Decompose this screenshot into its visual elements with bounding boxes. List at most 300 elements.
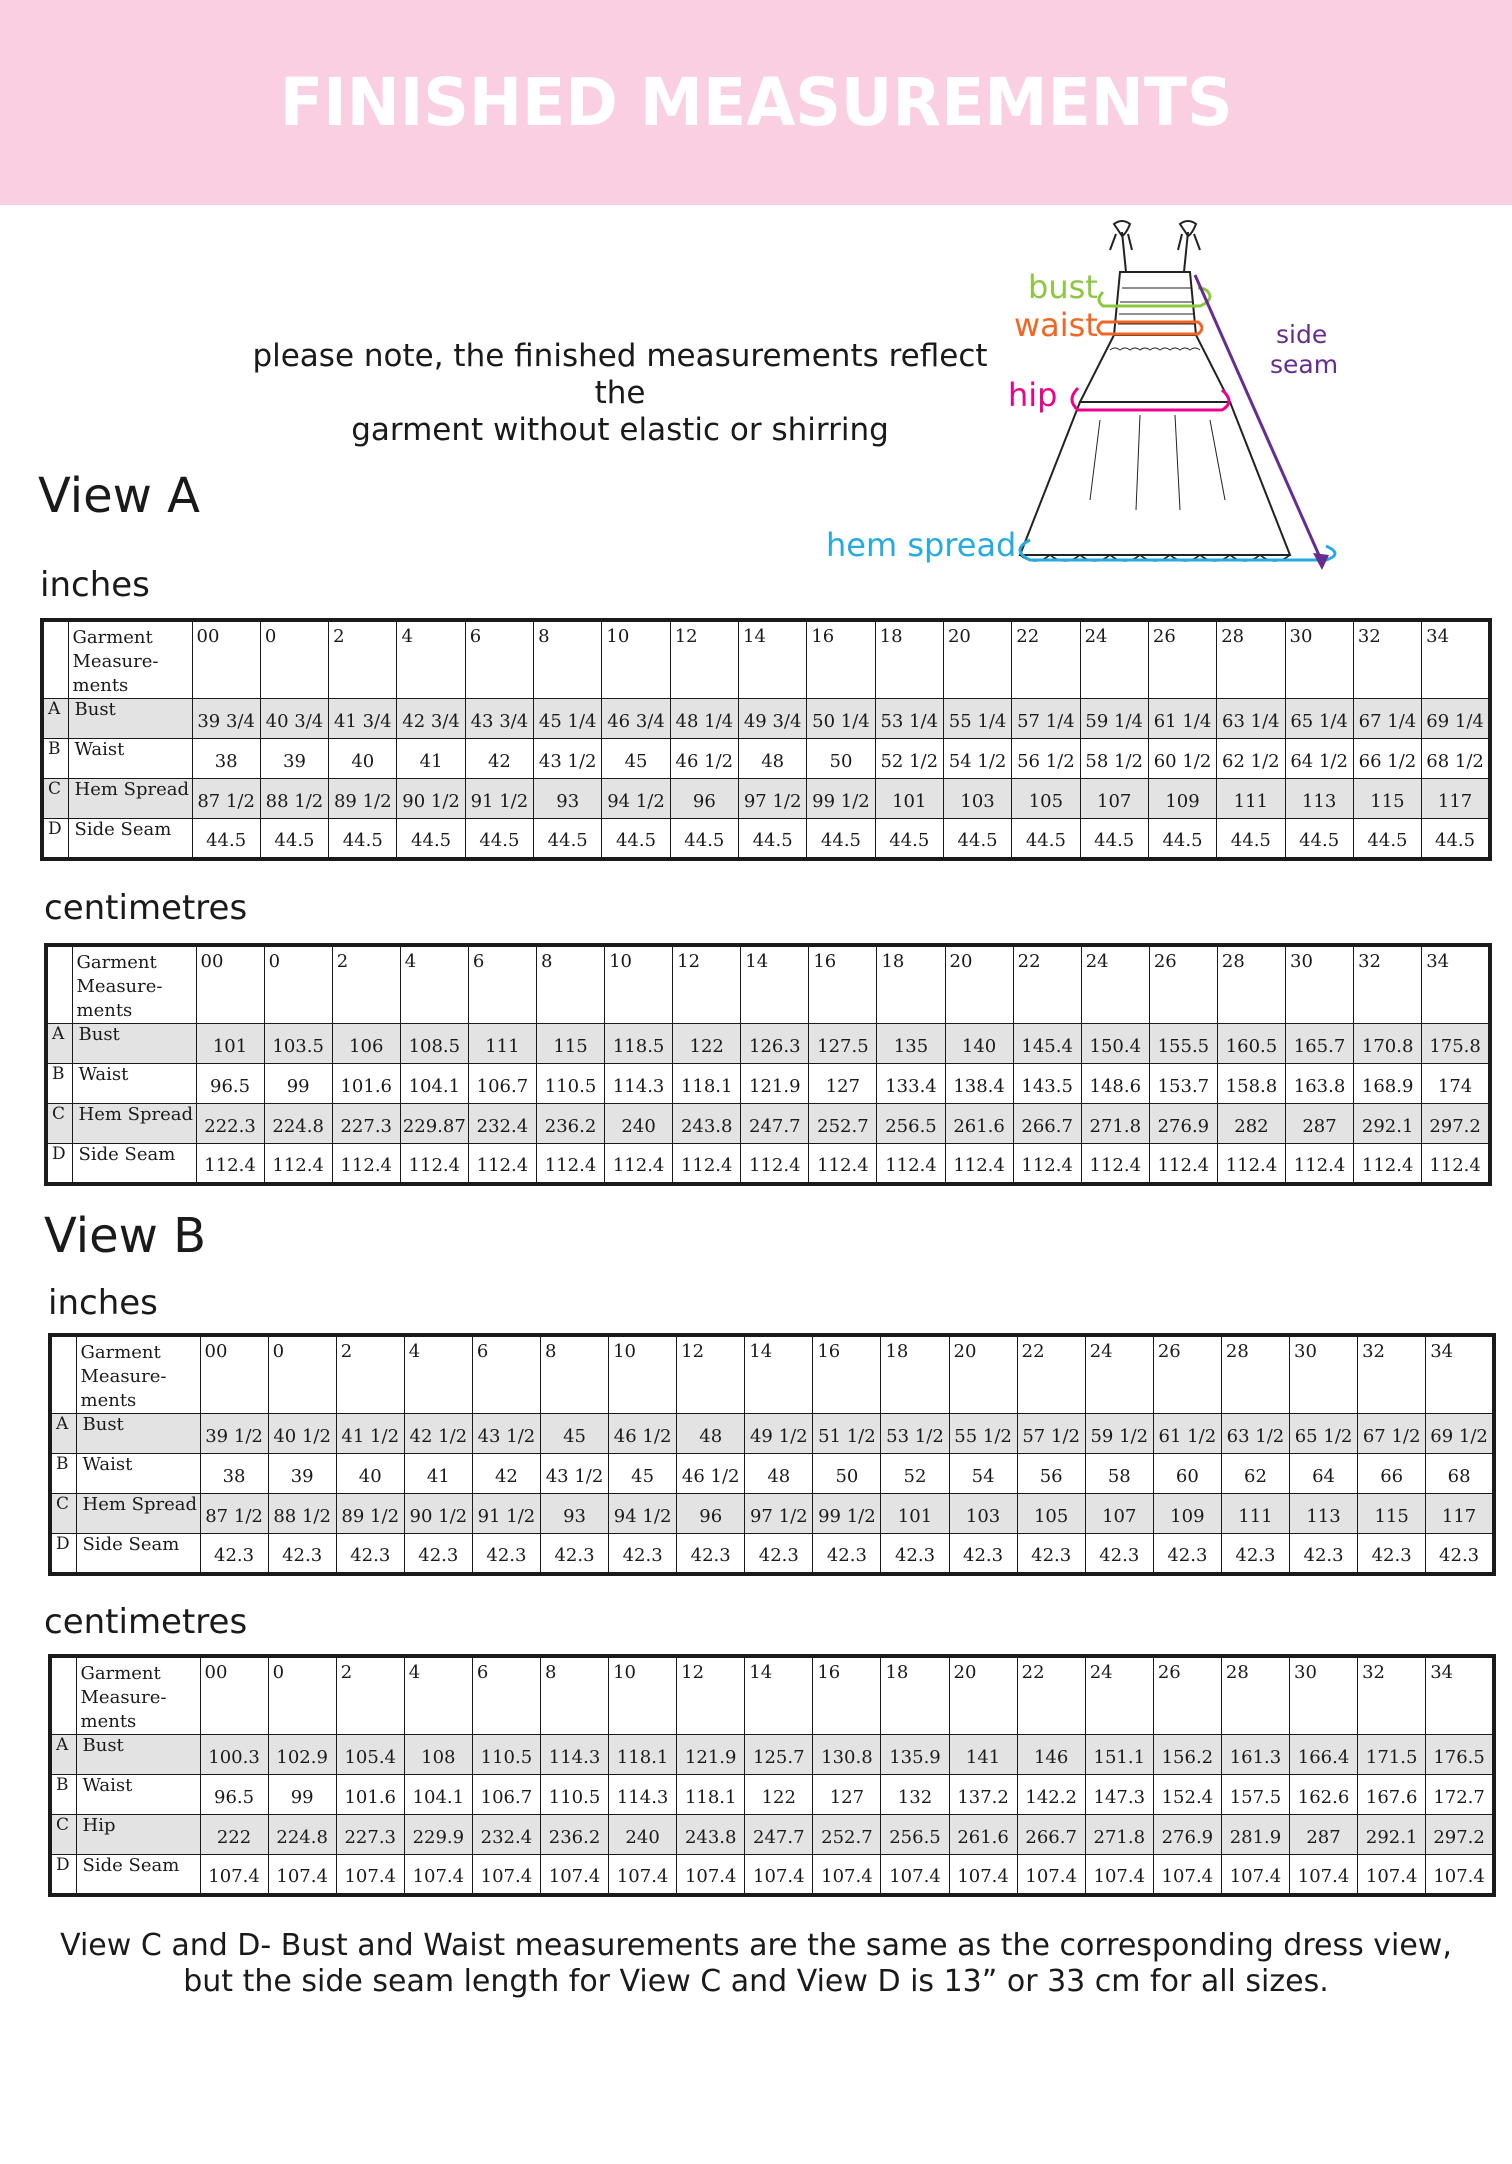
measurement-cell: 112.4 bbox=[605, 1144, 673, 1184]
table-row bbox=[50, 1534, 1494, 1574]
size-header: 26 bbox=[1148, 620, 1216, 699]
measurement-cell: 44.5 bbox=[534, 819, 602, 859]
footer-note bbox=[60, 1928, 1452, 2000]
seam-label: seam bbox=[1270, 350, 1339, 379]
size-header: 18 bbox=[875, 620, 943, 699]
measurement-cell: 103 bbox=[943, 779, 1011, 819]
measurement-cell: 102.9 bbox=[268, 1735, 336, 1775]
measurement-cell: 48 1/4 bbox=[670, 699, 738, 739]
measurement-cell: 43 3/4 bbox=[465, 699, 533, 739]
measurement-cell: 41 bbox=[404, 1454, 472, 1494]
measurement-cell: 42.3 bbox=[813, 1534, 881, 1574]
measurement-cell: 49 1/2 bbox=[745, 1414, 813, 1454]
measurement-cell: 152.4 bbox=[1153, 1775, 1221, 1815]
measurement-cell: 150.4 bbox=[1081, 1024, 1149, 1064]
measurement-cell: 46 1/2 bbox=[609, 1414, 677, 1454]
size-header: 6 bbox=[472, 1656, 540, 1735]
size-header: 8 bbox=[540, 1656, 608, 1735]
measurement-cell: 157.5 bbox=[1221, 1775, 1289, 1815]
measurement-cell: 292.1 bbox=[1358, 1815, 1426, 1855]
measurement-cell: 107.4 bbox=[949, 1855, 1017, 1895]
row-letter: D bbox=[42, 819, 68, 859]
size-header: 0 bbox=[268, 1656, 336, 1735]
measurement-cell: 227.3 bbox=[332, 1104, 400, 1144]
measurement-cell: 42 bbox=[465, 739, 533, 779]
size-header: 0 bbox=[260, 620, 328, 699]
measurement-cell: 114.3 bbox=[609, 1775, 677, 1815]
measurement-cell: 107 bbox=[1085, 1494, 1153, 1534]
measurement-cell: 90 1/2 bbox=[404, 1494, 472, 1534]
measurement-cell: 39 1/2 bbox=[200, 1414, 268, 1454]
size-header: 12 bbox=[677, 1335, 745, 1414]
measurement-cell: 229.87 bbox=[400, 1104, 468, 1144]
measurement-cell: 130.8 bbox=[813, 1735, 881, 1775]
measurement-cell: 58 bbox=[1085, 1454, 1153, 1494]
measurement-cell: 97 1/2 bbox=[739, 779, 807, 819]
measurement-cell: 104.1 bbox=[400, 1064, 468, 1104]
measurement-cell: 41 3/4 bbox=[329, 699, 397, 739]
measurement-cell: 88 1/2 bbox=[260, 779, 328, 819]
row-letter: A bbox=[50, 1735, 76, 1775]
measurement-cell: 44.5 bbox=[1285, 819, 1353, 859]
size-header: 8 bbox=[536, 945, 604, 1024]
measurement-cell: 112.4 bbox=[945, 1144, 1013, 1184]
corner-cell bbox=[42, 620, 68, 699]
table-header-row bbox=[50, 1335, 1494, 1414]
measurement-cell: 88 1/2 bbox=[268, 1494, 336, 1534]
measurement-cell: 112.4 bbox=[332, 1144, 400, 1184]
table-row bbox=[50, 1735, 1494, 1775]
measurement-cell: 93 bbox=[534, 779, 602, 819]
measurement-cell: 232.4 bbox=[468, 1104, 536, 1144]
size-header: 8 bbox=[534, 620, 602, 699]
measurement-cell: 243.8 bbox=[673, 1104, 741, 1144]
measurement-cell: 40 3/4 bbox=[260, 699, 328, 739]
measurement-cell: 112.4 bbox=[196, 1144, 264, 1184]
measurement-cell: 271.8 bbox=[1081, 1104, 1149, 1144]
size-header: 22 bbox=[1017, 1656, 1085, 1735]
measurement-cell: 67 1/4 bbox=[1353, 699, 1421, 739]
size-header: 22 bbox=[1013, 945, 1081, 1024]
measurement-cell: 38 bbox=[192, 739, 260, 779]
measurement-cell: 39 3/4 bbox=[192, 699, 260, 739]
footer-line-2: but the side seam length for View C and View D is 13” or 33 cm for all sizes. bbox=[183, 1964, 1329, 1999]
measurement-cell: 153.7 bbox=[1149, 1064, 1217, 1104]
measurement-cell: 162.6 bbox=[1290, 1775, 1358, 1815]
hem-spread-label: hem spread bbox=[826, 526, 1017, 564]
measurement-cell: 42.3 bbox=[200, 1534, 268, 1574]
measurement-cell: 42.3 bbox=[881, 1534, 949, 1574]
bust-label: bust bbox=[1028, 268, 1098, 306]
measurement-cell: 60 1/2 bbox=[1148, 739, 1216, 779]
measurement-cell: 106.7 bbox=[472, 1775, 540, 1815]
page-title: FINISHED MEASUREMENTS bbox=[279, 64, 1233, 141]
measurement-cell: 118.5 bbox=[605, 1024, 673, 1064]
measurement-cell: 222.3 bbox=[196, 1104, 264, 1144]
measurement-cell: 224.8 bbox=[268, 1815, 336, 1855]
size-header: 2 bbox=[336, 1335, 404, 1414]
measurement-cell: 101.6 bbox=[332, 1064, 400, 1104]
measurement-cell: 48 bbox=[745, 1454, 813, 1494]
row-label: Bust bbox=[76, 1414, 200, 1454]
size-header: 24 bbox=[1085, 1656, 1153, 1735]
size-header: 12 bbox=[673, 945, 741, 1024]
measurement-cell: 42.3 bbox=[1017, 1534, 1085, 1574]
side-seam-line bbox=[1195, 275, 1322, 562]
measurement-cell: 42.3 bbox=[268, 1534, 336, 1574]
measurement-cell: 42.3 bbox=[609, 1534, 677, 1574]
size-header: 00 bbox=[200, 1335, 268, 1414]
table-row bbox=[50, 1494, 1494, 1534]
measurement-cell: 62 1/2 bbox=[1217, 739, 1285, 779]
size-header: 34 bbox=[1426, 1335, 1494, 1414]
measurement-cell: 297.2 bbox=[1422, 1104, 1490, 1144]
note-line-2: garment without elastic or shirring bbox=[351, 412, 889, 448]
measurement-cell: 50 1/4 bbox=[807, 699, 875, 739]
size-header: 8 bbox=[540, 1335, 608, 1414]
row-letter: B bbox=[46, 1064, 72, 1104]
size-header: 28 bbox=[1221, 1656, 1289, 1735]
measurement-cell: 42.3 bbox=[677, 1534, 745, 1574]
size-header: 28 bbox=[1221, 1335, 1289, 1414]
measurement-cell: 118.1 bbox=[677, 1775, 745, 1815]
measurement-cell: 42.3 bbox=[540, 1534, 608, 1574]
measurement-cell: 158.8 bbox=[1217, 1064, 1285, 1104]
measurement-cell: 53 1/4 bbox=[875, 699, 943, 739]
measurement-cell: 240 bbox=[609, 1815, 677, 1855]
measurement-cell: 256.5 bbox=[877, 1104, 945, 1144]
size-header: 10 bbox=[605, 945, 673, 1024]
measurement-cell: 42.3 bbox=[336, 1534, 404, 1574]
row-letter: C bbox=[50, 1815, 76, 1855]
measurement-cell: 101 bbox=[196, 1024, 264, 1064]
size-header: 16 bbox=[809, 945, 877, 1024]
measurement-cell: 56 1/2 bbox=[1012, 739, 1080, 779]
measurement-cell: 44.5 bbox=[1148, 819, 1216, 859]
measurement-cell: 64 1/2 bbox=[1285, 739, 1353, 779]
measurement-cell: 56 bbox=[1017, 1454, 1085, 1494]
size-header: 32 bbox=[1358, 1656, 1426, 1735]
size-header: 34 bbox=[1426, 1656, 1494, 1735]
table-row bbox=[46, 1144, 1490, 1184]
measurement-cell: 141 bbox=[949, 1735, 1017, 1775]
view-a-cm-table bbox=[44, 943, 1492, 1186]
measurement-cell: 232.4 bbox=[472, 1815, 540, 1855]
measurement-cell: 165.7 bbox=[1286, 1024, 1354, 1064]
note-line-1: please note, the finished measurements reflect the bbox=[252, 338, 988, 411]
measurement-cell: 45 bbox=[540, 1414, 608, 1454]
measurement-cell: 42.3 bbox=[1290, 1534, 1358, 1574]
header-banner bbox=[0, 0, 1512, 205]
measurement-cell: 107.4 bbox=[677, 1855, 745, 1895]
measurement-cell: 44.5 bbox=[1012, 819, 1080, 859]
measurement-cell: 112.4 bbox=[1217, 1144, 1285, 1184]
size-header: 12 bbox=[670, 620, 738, 699]
measurement-cell: 111 bbox=[1217, 779, 1285, 819]
size-header: 00 bbox=[196, 945, 264, 1024]
size-header: 10 bbox=[602, 620, 670, 699]
measurement-cell: 229.9 bbox=[404, 1815, 472, 1855]
measurement-cell: 44.5 bbox=[943, 819, 1011, 859]
measurement-cell: 135.9 bbox=[881, 1735, 949, 1775]
size-header: 30 bbox=[1290, 1656, 1358, 1735]
measurement-cell: 252.7 bbox=[813, 1815, 881, 1855]
table-row bbox=[42, 779, 1490, 819]
measurement-cell: 107 bbox=[1080, 779, 1148, 819]
measurement-cell: 112.4 bbox=[1286, 1144, 1354, 1184]
view-b-title: View B bbox=[44, 1208, 207, 1264]
table-row bbox=[50, 1855, 1494, 1895]
table-row bbox=[50, 1775, 1494, 1815]
dress-diagram bbox=[810, 210, 1370, 590]
measurement-cell: 112.4 bbox=[1354, 1144, 1422, 1184]
measurement-cell: 99 1/2 bbox=[813, 1494, 881, 1534]
view-b-inches-title: inches bbox=[48, 1283, 158, 1323]
measurement-cell: 276.9 bbox=[1153, 1815, 1221, 1855]
measurement-cell: 107.4 bbox=[404, 1855, 472, 1895]
measurement-cell: 121.9 bbox=[741, 1064, 809, 1104]
measurement-cell: 135 bbox=[877, 1024, 945, 1064]
measurement-cell: 113 bbox=[1285, 779, 1353, 819]
size-header: 24 bbox=[1081, 945, 1149, 1024]
measurement-cell: 42.3 bbox=[1358, 1534, 1426, 1574]
measurement-cell: 155.5 bbox=[1149, 1024, 1217, 1064]
size-header: 16 bbox=[813, 1656, 881, 1735]
corner-cell bbox=[50, 1335, 76, 1414]
size-header: 00 bbox=[192, 620, 260, 699]
size-header: 24 bbox=[1080, 620, 1148, 699]
measurement-cell: 54 1/2 bbox=[943, 739, 1011, 779]
measurement-cell: 111 bbox=[468, 1024, 536, 1064]
measurement-cell: 42.3 bbox=[1085, 1534, 1153, 1574]
row-letter: B bbox=[42, 739, 68, 779]
measurement-cell: 68 bbox=[1426, 1454, 1494, 1494]
measurement-cell: 69 1/4 bbox=[1422, 699, 1490, 739]
size-header: 20 bbox=[949, 1656, 1017, 1735]
measurement-cell: 143.5 bbox=[1013, 1064, 1081, 1104]
measurement-cell: 44.5 bbox=[1422, 819, 1490, 859]
measurement-cell: 66 bbox=[1358, 1454, 1426, 1494]
measurement-cell: 53 1/2 bbox=[881, 1414, 949, 1454]
measurement-cell: 256.5 bbox=[881, 1815, 949, 1855]
measurement-cell: 39 bbox=[268, 1454, 336, 1494]
row-label: Bust bbox=[72, 1024, 196, 1064]
measurement-cell: 96.5 bbox=[200, 1775, 268, 1815]
measurement-cell: 114.3 bbox=[605, 1064, 673, 1104]
row-label: Waist bbox=[76, 1454, 200, 1494]
size-header: 20 bbox=[943, 620, 1011, 699]
size-header: 4 bbox=[397, 620, 465, 699]
measurement-cell: 107.4 bbox=[609, 1855, 677, 1895]
measurement-cell: 105.4 bbox=[336, 1735, 404, 1775]
measurement-cell: 38 bbox=[200, 1454, 268, 1494]
size-header: 6 bbox=[468, 945, 536, 1024]
measurement-cell: 42.3 bbox=[1153, 1534, 1221, 1574]
measurement-cell: 107.4 bbox=[813, 1855, 881, 1895]
measurement-cell: 118.1 bbox=[673, 1064, 741, 1104]
measurement-cell: 107.4 bbox=[1426, 1855, 1494, 1895]
measurement-cell: 96 bbox=[670, 779, 738, 819]
measurement-cell: 65 1/4 bbox=[1285, 699, 1353, 739]
measurement-cell: 44.5 bbox=[1217, 819, 1285, 859]
measurement-cell: 42.3 bbox=[404, 1534, 472, 1574]
measurement-cell: 99 1/2 bbox=[807, 779, 875, 819]
measurement-cell: 40 1/2 bbox=[268, 1414, 336, 1454]
measurement-cell: 57 1/4 bbox=[1012, 699, 1080, 739]
measurement-cell: 107.4 bbox=[336, 1855, 404, 1895]
row-label: Waist bbox=[76, 1775, 200, 1815]
measurement-cell: 112.4 bbox=[1149, 1144, 1217, 1184]
size-header: 24 bbox=[1085, 1335, 1153, 1414]
measurement-cell: 112.4 bbox=[1013, 1144, 1081, 1184]
size-header: 16 bbox=[807, 620, 875, 699]
measurement-cell: 49 3/4 bbox=[739, 699, 807, 739]
measurement-cell: 89 1/2 bbox=[336, 1494, 404, 1534]
measurement-cell: 41 bbox=[397, 739, 465, 779]
measurement-cell: 43 1/2 bbox=[534, 739, 602, 779]
measurement-cell: 55 1/4 bbox=[943, 699, 1011, 739]
corner-cell bbox=[46, 945, 72, 1024]
view-b-cm-title: centimetres bbox=[44, 1602, 248, 1642]
size-header: 00 bbox=[200, 1656, 268, 1735]
waist-label: waist bbox=[1014, 306, 1098, 344]
table-header-row bbox=[46, 945, 1490, 1024]
measurement-cell: 64 bbox=[1290, 1454, 1358, 1494]
size-header: 14 bbox=[739, 620, 807, 699]
measurement-cell: 176.5 bbox=[1426, 1735, 1494, 1775]
measurement-cell: 148.6 bbox=[1081, 1064, 1149, 1104]
measurement-cell: 52 1/2 bbox=[875, 739, 943, 779]
measurement-cell: 127 bbox=[813, 1775, 881, 1815]
measurement-cell: 107.4 bbox=[1085, 1855, 1153, 1895]
measurement-cell: 107.4 bbox=[1358, 1855, 1426, 1895]
row-label: Hem Spread bbox=[72, 1104, 196, 1144]
size-header: 14 bbox=[741, 945, 809, 1024]
measurement-cell: 236.2 bbox=[536, 1104, 604, 1144]
size-header: 12 bbox=[677, 1656, 745, 1735]
measurement-cell: 66 1/2 bbox=[1353, 739, 1421, 779]
corner-cell bbox=[50, 1656, 76, 1735]
measurement-cell: 109 bbox=[1153, 1494, 1221, 1534]
size-header: 14 bbox=[745, 1656, 813, 1735]
size-header: 18 bbox=[881, 1335, 949, 1414]
measurement-cell: 112.4 bbox=[468, 1144, 536, 1184]
measurement-cell: 42 bbox=[472, 1454, 540, 1494]
measurement-cell: 48 bbox=[677, 1414, 745, 1454]
measurement-cell: 42.3 bbox=[949, 1534, 1017, 1574]
measurement-cell: 174 bbox=[1422, 1064, 1490, 1104]
measurement-cell: 67 1/2 bbox=[1358, 1414, 1426, 1454]
measurement-cell: 60 bbox=[1153, 1454, 1221, 1494]
measurement-cell: 69 1/2 bbox=[1426, 1414, 1494, 1454]
table-row bbox=[46, 1104, 1490, 1144]
table-row bbox=[50, 1414, 1494, 1454]
footer-line-1: View C and D- Bust and Waist measurements are the same as the corresponding dress view, bbox=[60, 1928, 1452, 1963]
table-row bbox=[42, 739, 1490, 779]
measurement-cell: 222 bbox=[200, 1815, 268, 1855]
measurement-cell: 107.4 bbox=[745, 1855, 813, 1895]
measurement-cell: 170.8 bbox=[1354, 1024, 1422, 1064]
size-header: 34 bbox=[1422, 945, 1490, 1024]
view-a-cm-title: centimetres bbox=[44, 888, 248, 928]
row-letter: D bbox=[46, 1144, 72, 1184]
measurement-cell: 40 bbox=[336, 1454, 404, 1494]
measurement-cell: 112.4 bbox=[536, 1144, 604, 1184]
measurement-cell: 43 1/2 bbox=[540, 1454, 608, 1494]
measurement-cell: 63 1/4 bbox=[1217, 699, 1285, 739]
measurement-cell: 44.5 bbox=[1353, 819, 1421, 859]
measurement-cell: 105 bbox=[1012, 779, 1080, 819]
measurement-cell: 99 bbox=[264, 1064, 332, 1104]
measurement-cell: 110.5 bbox=[472, 1735, 540, 1775]
measurement-cell: 44.5 bbox=[192, 819, 260, 859]
size-header: 22 bbox=[1017, 1335, 1085, 1414]
measurement-cell: 43 1/2 bbox=[472, 1414, 540, 1454]
measurement-cell: 243.8 bbox=[677, 1815, 745, 1855]
measurement-cell: 87 1/2 bbox=[200, 1494, 268, 1534]
measurement-cell: 44.5 bbox=[875, 819, 943, 859]
size-header: 10 bbox=[609, 1335, 677, 1414]
size-header: 28 bbox=[1217, 945, 1285, 1024]
measurement-cell: 261.6 bbox=[949, 1815, 1017, 1855]
measurement-cell: 42 3/4 bbox=[397, 699, 465, 739]
measurement-cell: 287 bbox=[1290, 1815, 1358, 1855]
size-header: 20 bbox=[945, 945, 1013, 1024]
size-header: 32 bbox=[1354, 945, 1422, 1024]
measurement-cell: 93 bbox=[540, 1494, 608, 1534]
measurement-cell: 168.9 bbox=[1354, 1064, 1422, 1104]
measurement-cell: 114.3 bbox=[540, 1735, 608, 1775]
measurement-cell: 142.2 bbox=[1017, 1775, 1085, 1815]
measurement-cell: 89 1/2 bbox=[329, 779, 397, 819]
size-header: 26 bbox=[1153, 1335, 1221, 1414]
measurement-cell: 240 bbox=[605, 1104, 673, 1144]
measurement-cell: 117 bbox=[1422, 779, 1490, 819]
measurement-cell: 48 bbox=[739, 739, 807, 779]
measurement-cell: 107.4 bbox=[540, 1855, 608, 1895]
measurement-cell: 91 1/2 bbox=[465, 779, 533, 819]
measurement-cell: 292.1 bbox=[1354, 1104, 1422, 1144]
measurement-cell: 59 1/4 bbox=[1080, 699, 1148, 739]
measurement-cell: 112.4 bbox=[1422, 1144, 1490, 1184]
table-row bbox=[50, 1454, 1494, 1494]
measurement-cell: 63 1/2 bbox=[1221, 1414, 1289, 1454]
side-label: side bbox=[1276, 320, 1328, 349]
row-label: Hem Spread bbox=[76, 1494, 200, 1534]
measurement-cell: 261.6 bbox=[945, 1104, 1013, 1144]
row-label: Side Seam bbox=[76, 1855, 200, 1895]
measurement-cell: 147.3 bbox=[1085, 1775, 1153, 1815]
measurement-cell: 112.4 bbox=[809, 1144, 877, 1184]
header-label: Garment Measure-ments bbox=[76, 1656, 200, 1735]
table-row bbox=[50, 1815, 1494, 1855]
measurement-cell: 247.7 bbox=[745, 1815, 813, 1855]
row-letter: C bbox=[42, 779, 68, 819]
measurement-cell: 112.4 bbox=[400, 1144, 468, 1184]
measurement-cell: 121.9 bbox=[677, 1735, 745, 1775]
measurement-cell: 271.8 bbox=[1085, 1815, 1153, 1855]
header-label: Garment Measure-ments bbox=[72, 945, 196, 1024]
measurement-cell: 287 bbox=[1286, 1104, 1354, 1144]
measurement-cell: 61 1/2 bbox=[1153, 1414, 1221, 1454]
measurement-cell: 122 bbox=[745, 1775, 813, 1815]
measurement-cell: 44.5 bbox=[807, 819, 875, 859]
measurement-cell: 42.3 bbox=[1426, 1534, 1494, 1574]
measurement-cell: 126.3 bbox=[741, 1024, 809, 1064]
size-header: 6 bbox=[472, 1335, 540, 1414]
size-header: 34 bbox=[1422, 620, 1490, 699]
measurement-cell: 91 1/2 bbox=[472, 1494, 540, 1534]
